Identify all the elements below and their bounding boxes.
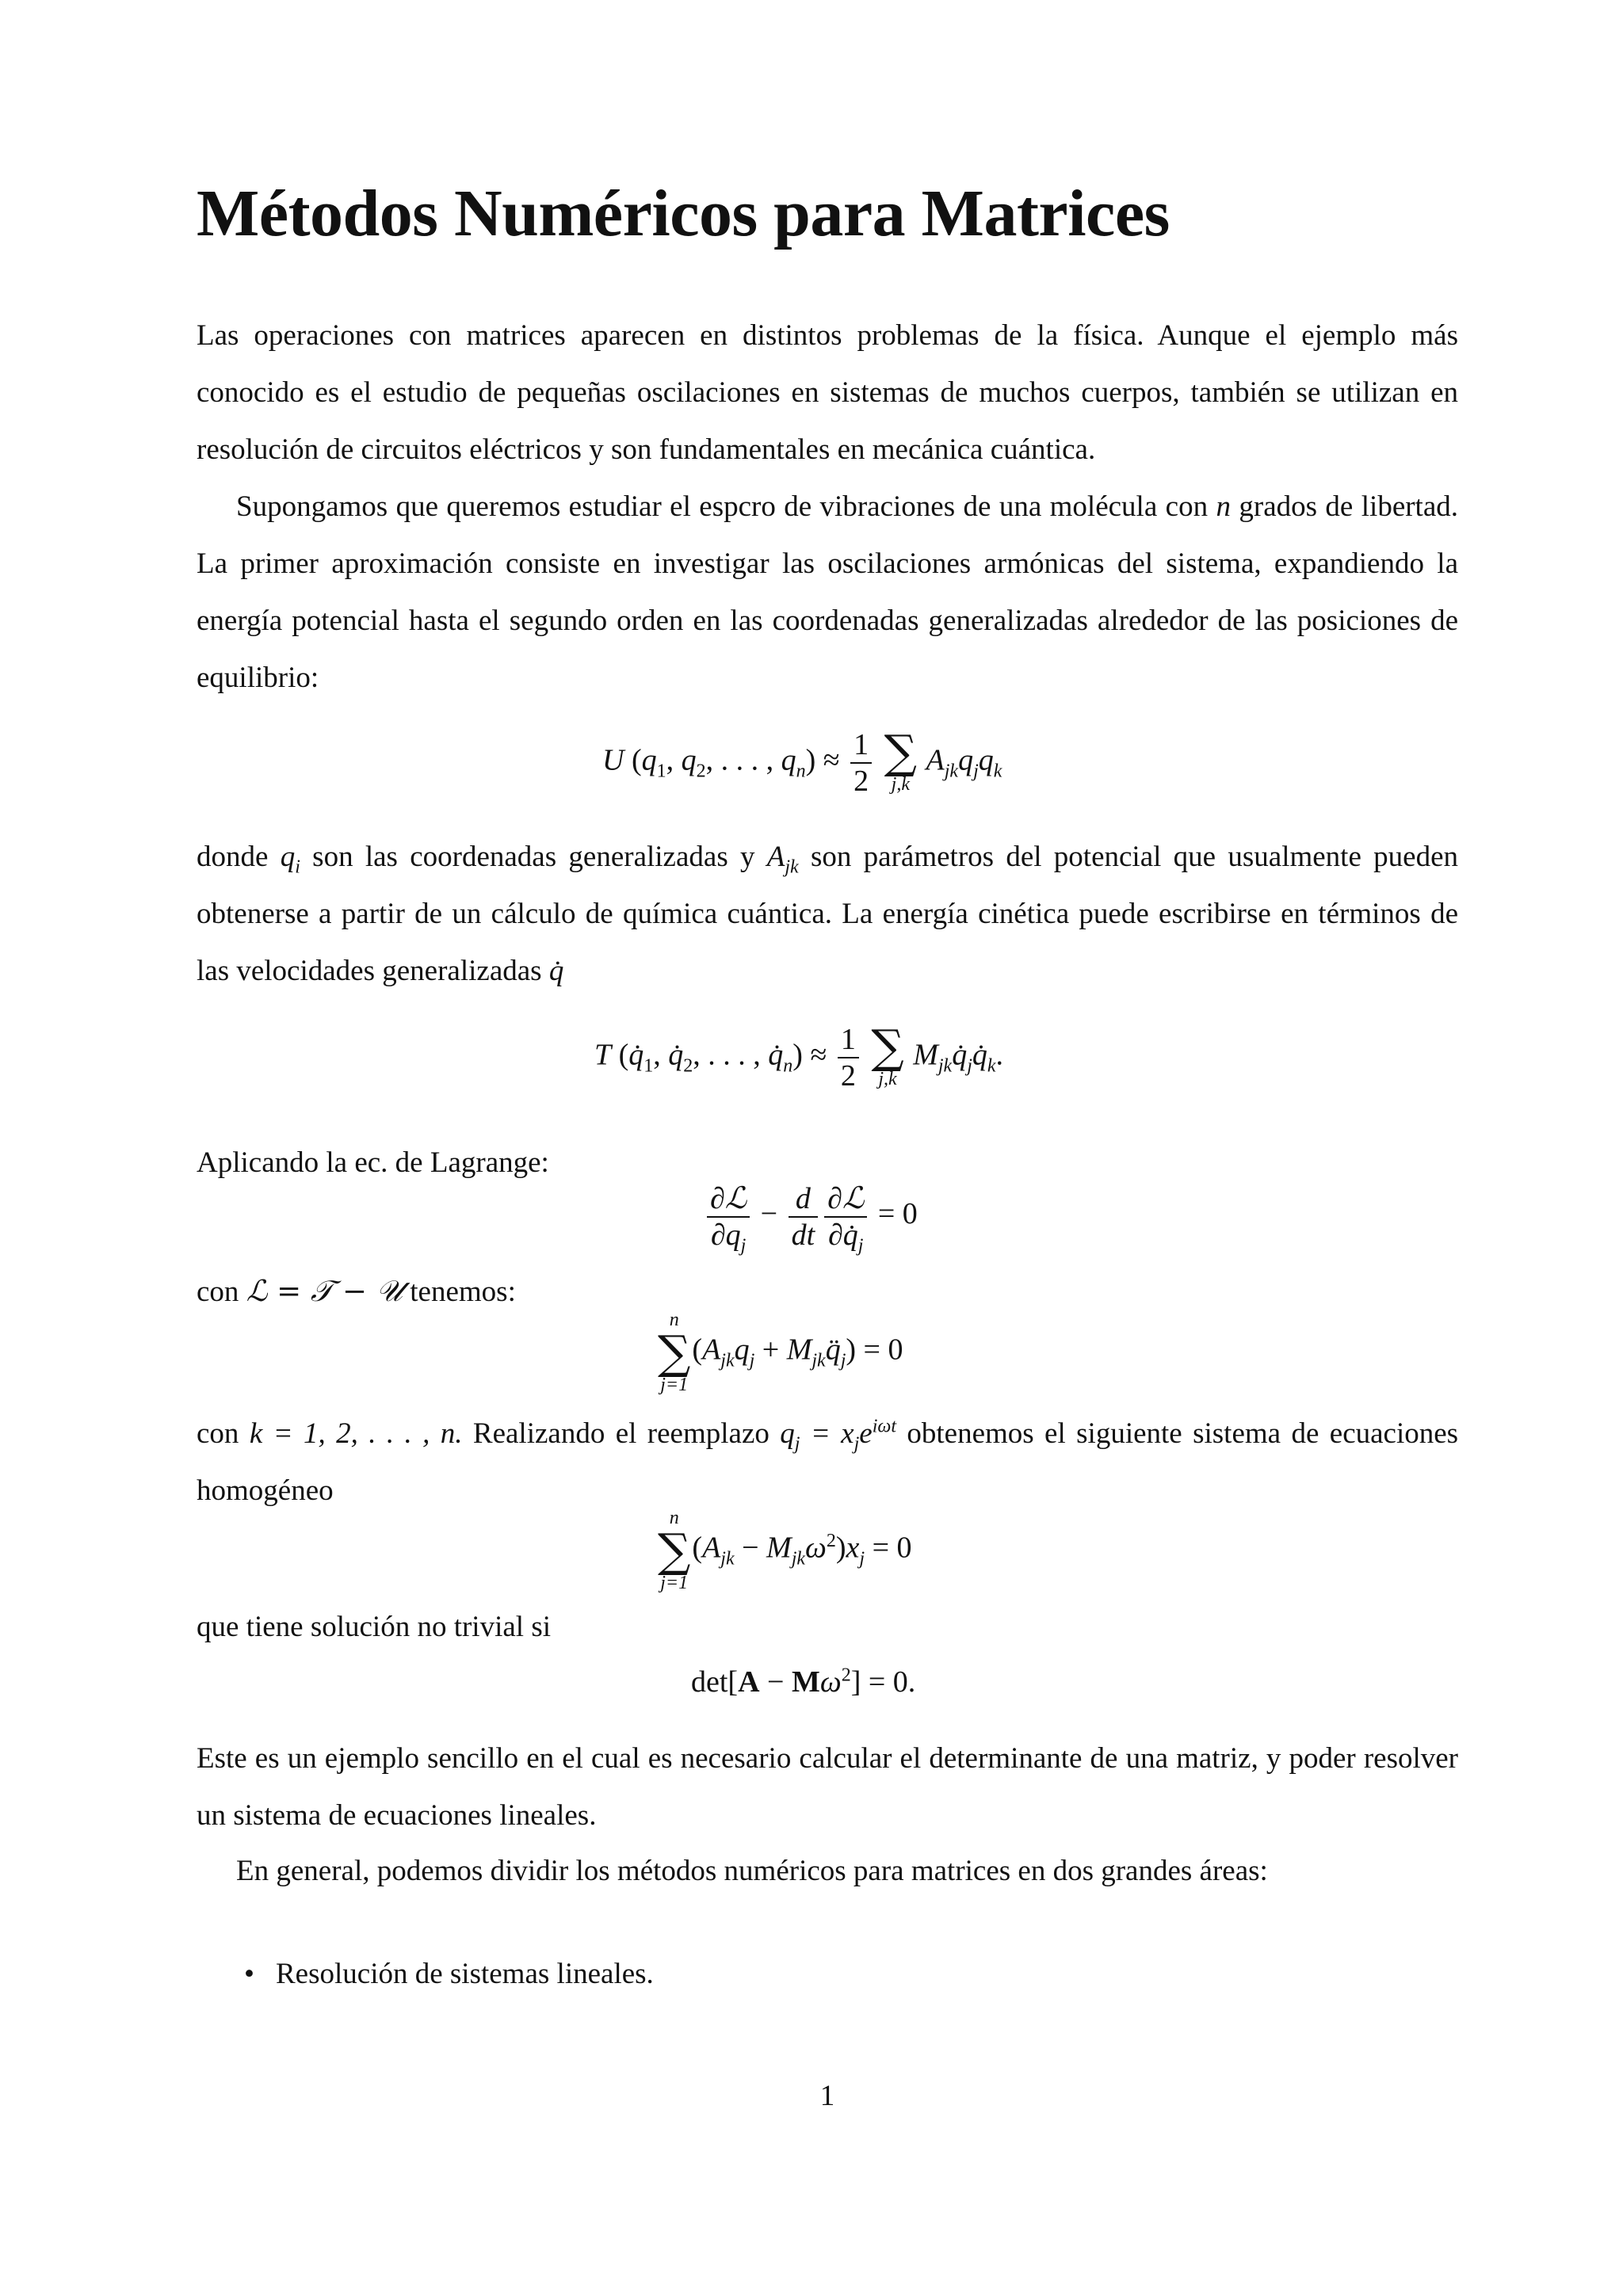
paragraph-coordinates-text-b: son las coordenadas generalizadas y xyxy=(312,841,755,873)
equation-motion: n ∑ j=1 ($A_{jk}q_j$ + $M_{jk}q̈_j) = 0$ xyxy=(658,1310,903,1395)
variable-qdot: q̇ xyxy=(548,955,564,987)
expression-lagrangian: ℒ = 𝒯 − 𝒰 xyxy=(246,1274,403,1308)
paragraph-substitution xyxy=(197,1405,1458,1520)
paragraph-coordinates-text-c: son parámetros del potencial que usualmente pueden obtenerse a partir de un cálculo de química cuántica. La energía cinética puede escribirse en términos de las velocidades generalizadas xyxy=(197,841,1459,987)
expression-k-range: k = 1, 2, . . . , n. xyxy=(249,1417,463,1450)
paragraph-coordinates-text-a: donde xyxy=(197,841,269,873)
variable-qi: $q_i$ xyxy=(280,841,300,878)
paragraph-nontrivial: que tiene solución no trivial si xyxy=(197,1611,551,1643)
paragraph-lagrangian-text-b: tenemos: xyxy=(410,1276,516,1308)
paragraph-substitution-text-c: obtenemos el siguiente sistema de ecuaciones homogéneo xyxy=(197,1417,1459,1507)
equation-determinant: $\det[A - M\omega^2] = 0$. xyxy=(691,1665,916,1699)
paragraph-areas: En general, podemos dividir los métodos numéricos para matrices en dos grandes áreas: xyxy=(236,1855,1268,1887)
paragraph-example: Este es un ejemplo sencillo en el cual es necesario calcular el determinante de una matriz, y poder resolver un sistema de ecuaciones lineales. xyxy=(197,1742,1458,1832)
expression-replacement: $q_j = x_je^{i\omega t}$ xyxy=(780,1416,896,1455)
paragraph-substitution-text-b: Realizando el reemplazo xyxy=(472,1417,769,1450)
paragraph-lagrangian-text-a: con xyxy=(197,1276,239,1308)
paragraph-vibrations-text-b: grados de libertad. La primer aproximación consiste en investigar las oscilaciones armónicas del sistema, expandiendo la energía potencial hasta el segundo orden en las coordenadas generalizadas alrededor de las posiciones de equilibrio: xyxy=(197,490,1459,694)
paragraph-substitution-text-a: con xyxy=(197,1417,239,1450)
paragraph-vibrations-text-a: Supongamos que queremos estudiar el espcro de vibraciones de una molécula con xyxy=(236,490,1209,523)
equation-homogeneous: n ∑ j=1 $(A_{jk} - M_{jk}\omega^2)x_j = 0$ xyxy=(658,1508,912,1593)
paragraph-intro: Las operaciones con matrices aparecen en distintos problemas de la física. Aunque el ejemplo más conocido es el estudio de pequeñas oscilaciones en sistemas de muchos cuerpos, también se utilizan en resolución de circuitos eléctricos y son fundamentales en mecánica cuántica. xyxy=(197,319,1458,466)
equation-lagrange: $\frac{\text{∂ℒ}}{\partial q_j}$ − $\frac{d}{dt}$ $\frac{\text{∂ℒ}}{\partial q̇_j}$ = 0 xyxy=(704,1180,918,1253)
paragraph-lagrange: Aplicando la ec. de Lagrange: xyxy=(197,1146,549,1179)
document-title: Métodos Numéricos para Matrices xyxy=(197,177,1170,250)
paragraph-vibrations xyxy=(197,479,1458,707)
document-page xyxy=(197,0,1458,2296)
paragraph-coordinates xyxy=(197,829,1458,1000)
variable-n: n xyxy=(1216,490,1231,523)
methods-list xyxy=(244,1946,654,2003)
equation-kinetic: T ($q̇_1$, $q̇_2$, . . . , $q̇_n$) ≈ $\frac{1}{2}$ ∑ j,k $M_{jk}q̇_jq̇_k$. xyxy=(594,1020,1004,1093)
list-item: • Resolución de sistemas lineales. xyxy=(244,1946,654,2003)
equation-potential: U ($q_1$, $q_2$, . . . , $q_n$) ≈ $\frac{1}{2}$ ∑ j,k $A_{jk}q_jq_k$ xyxy=(602,725,1002,798)
variable-ajk: $A_{jk}$ xyxy=(766,841,799,878)
page-number: 1 xyxy=(819,2080,835,2112)
